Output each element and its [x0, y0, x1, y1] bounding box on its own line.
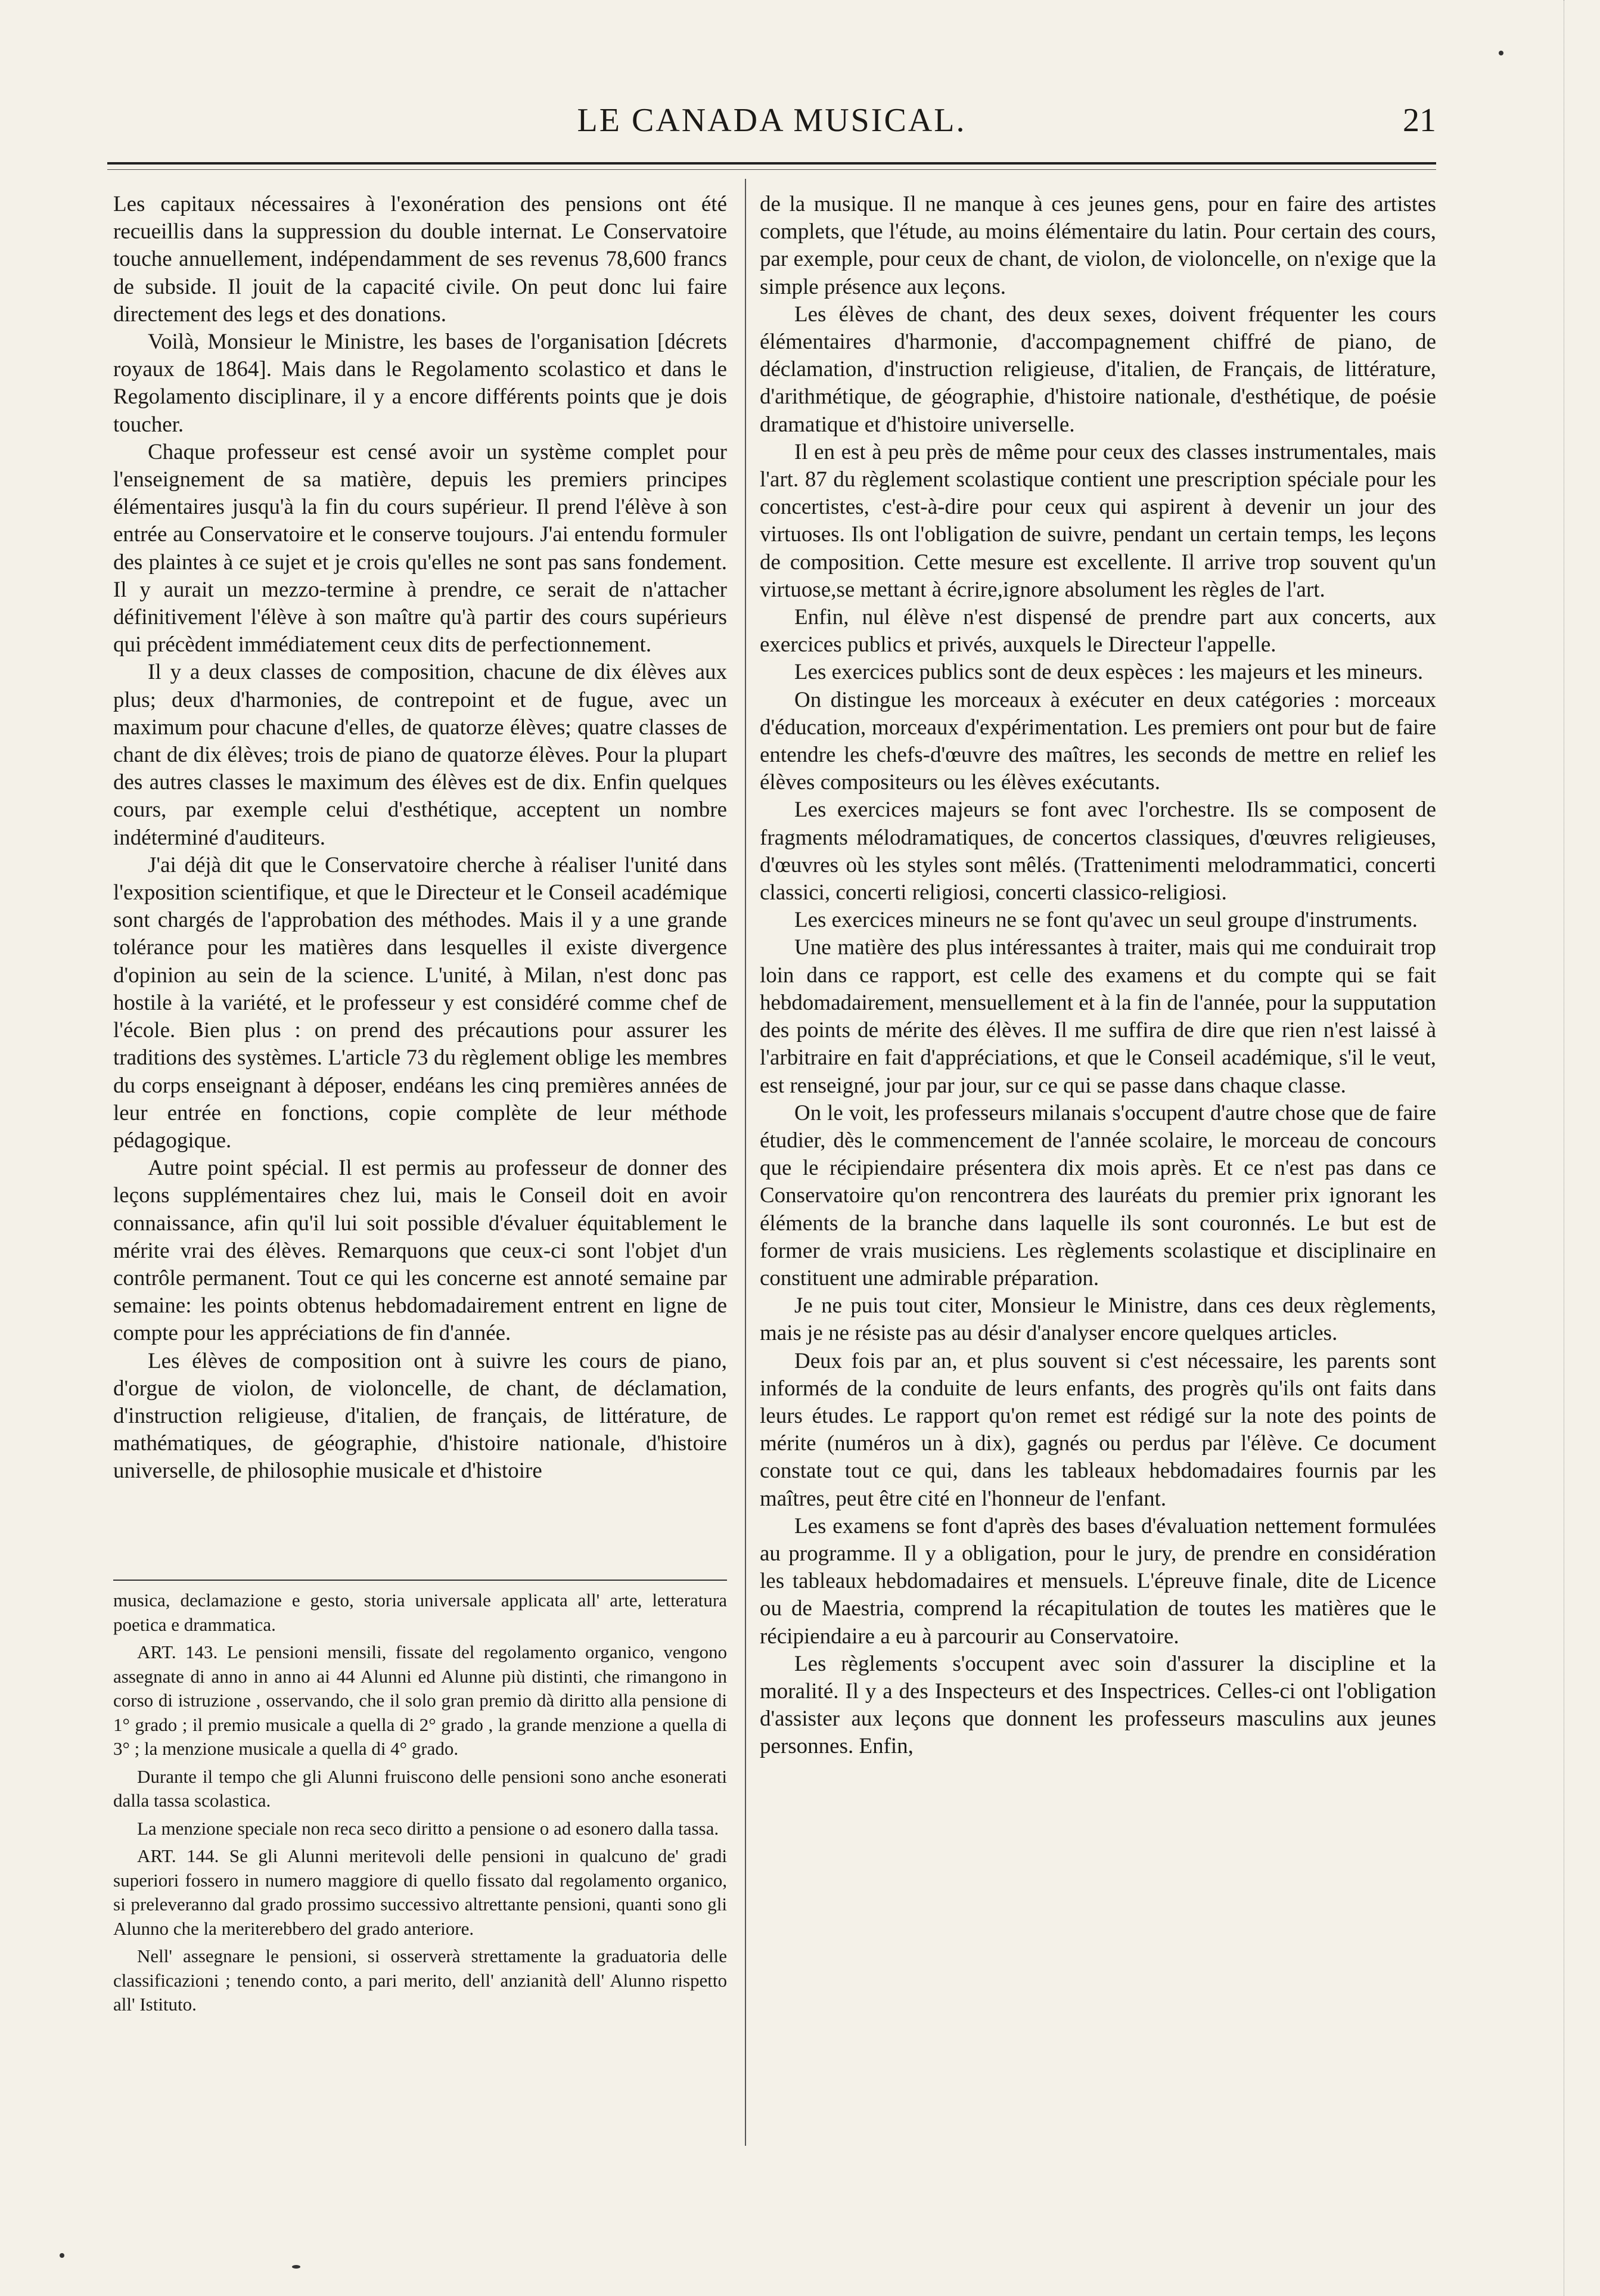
paragraph: Il en est à peu près de même pour ceux des classes instrumentales, mais l'art. 87 du règlement scolastique contient une prescription spéciale pour les concertistes, c'est-à-dire pour ceux qui aspirent à devenir un jour des virtuoses. Ils ont l'obligation de suivre, pendant un certain temps, les leçons de composition. Cette mesure est excellente. Il arrive trop souvent qu'un virtuose,se mettant à écrire,ignore absolument les règles de l'art.: [760, 439, 1436, 602]
paragraph: Les exercices publics sont de deux espèces : les majeurs et les mineurs.: [794, 660, 1424, 685]
paragraph: Les exercices majeurs se font avec l'orchestre. Ils se composent de fragments mélodramatiques, de concertos classiques, d'œuvres religieuses, d'œuvres où les styles sont mêlés. (Trattenimenti melodrammatici, concerti classici, concerti religiosi, concerti classico-religiosi.: [760, 798, 1436, 905]
footnote: ART. 143. Le pensioni mensili, fissate del regolamento organico, vengono assegnate di anno in anno ai 44 Alunni ed Alunne più distinti, che rimangono in corso di istruzione , osservando, che il solo gran premio dà diritto alla pensione di 1° grado ; il premio musicale a quella di 2° grado , la grande menzione a quella di 3° ; la menzione musicale a quella di 4° grado.: [113, 1642, 727, 1759]
footnote-rule: [113, 1580, 727, 1581]
footnote: musica, declamazione e gesto, storia universale applicata all' arte, letteratura poetica e drammatica.: [113, 1590, 727, 1635]
footnotes: [113, 1588, 727, 2021]
paragraph: Les capitaux nécessaires à l'exonération des pensions ont été recueillis dans la suppression du double internat. Le Conservatoire touche annuellement, indépendamment de ses revenus 78,600 francs de subside. Il jouit de la capacité civile. On peut donc lui faire directement des legs et des donations.: [113, 192, 727, 327]
right-column: [760, 191, 1436, 1761]
footnote: Durante il tempo che gli Alunni fruiscono delle pensioni sono anche esonerati dalla tassa scolastica.: [113, 1766, 727, 1811]
paragraph: Les élèves de chant, des deux sexes, doivent fréquenter les cours élémentaires d'harmonie, d'accompagnement chiffré de piano, de déclamation, d'instruction religieuse, d'italien, de Français, de littérature, d'arithmétique, de géographie, d'histoire nationale, d'esthétique, de poésie dramatique et d'histoire universelle.: [760, 302, 1436, 437]
paragraph: Autre point spécial. Il est permis au professeur de donner des leçons supplémentaires chez lui, mais le Conseil doit en avoir connaissance, afin qu'il lui soit possible d'évaluer équitablement le mérite vrai des élèves. Remarquons que ceux-ci sont l'objet d'un contrôle permanent. Tout ce qui les concerne est annoté semaine par semaine: les points obtenus hebdomadairement entrent en ligne de compte pour les appréciations de fin d'année.: [113, 1156, 727, 1346]
paragraph: de la musique. Il ne manque à ces jeunes gens, pour en faire des artistes complets, que l'étude, au moins élémentaire du latin. Pour certain des cours, par exemple, pour ceux de chant, de violon, de violoncelle, on n'exige que la simple présence aux leçons.: [760, 192, 1436, 299]
left-column: [113, 191, 727, 1485]
footnote: ART. 144. Se gli Alunni meritevoli delle pensioni in qualcuno de' gradi superiori fossero in numero maggiore di quello fissato dal regolamento organico, si preleveranno dal grado prossimo successivo altrettante pensioni, quanti sono gli Alunno che la meriterebbero del grado anteriore.: [113, 1845, 727, 1939]
paragraph: Il y a deux classes de composition, chacune de dix élèves aux plus; deux d'harmonies, de contrepoint et de fugue, avec un maximum pour chacune d'elles, de quatorze élèves; quatre classes de chant de dix élèves; trois de piano de quatorze élèves. Pour la plupart des autres classes le maximum des élèves est de dix. Enfin quelques cours, par exemple celui d'esthétique, acceptent un nombre indéterminé d'auditeurs.: [113, 660, 727, 850]
paragraph: Je ne puis tout citer, Monsieur le Ministre, dans ces deux règlements, mais je ne résiste pas au désir d'analyser encore quelques articles.: [760, 1293, 1436, 1346]
paragraph: Deux fois par an, et plus souvent si c'est nécessaire, les parents sont informés de la conduite de leurs enfants, des progrès qu'ils ont faits dans leurs études. Le rapport qu'on remet est rédigé sur la note des points de mérite (numéros un à dix), gagnés ou perdus par l'élève. Ce document constate tout ce qui, dans les tableaux hebdomadaires fournis par les maîtres, peut être cité en l'honneur de l'enfant.: [760, 1348, 1436, 1511]
paragraph: Les examens se font d'après des bases d'évaluation nettement formulées au programme. Il y a obligation, pour le jury, de prendre en considération les tableaux hebdomadaires et mensuels. L'épreuve finale, dite de Licence ou de Maestria, comprend la récapitulation de toutes les matières que le récipiendaire a eu à parcourir au Conservatoire.: [760, 1513, 1436, 1649]
paragraph: Les élèves de composition ont à suivre les cours de piano, d'orgue de violon, de violoncelle, de chant, de déclamation, d'instruction religieuse, d'italien, de français, de littérature, de mathématiques, de géographie, d'histoire nationale, d'histoire universelle, de philosophie musicale et d'histoire: [113, 1348, 727, 1484]
ink-speck: [60, 2253, 64, 2258]
paragraph: Enfin, nul élève n'est dispensé de prendre part aux concerts, aux exercices publics et privés, auxquels le Directeur l'appelle.: [760, 605, 1436, 657]
column-divider: [745, 179, 746, 2146]
paragraph: Une matière des plus intéressantes à traiter, mais qui me conduirait trop loin dans ce rapport, est celle des examens et du compte qui se fait hebdomadairement, mensuellement et à la fin de l'année, pour la supputation des points de mérite des élèves. Il me suffira de dire que rien n'est laissé à l'arbitraire en fait d'appréciations, et que le Conseil académique, s'il le veut, est renseigné, jour par jour, sur ce qui se passe dans chaque classe.: [760, 935, 1436, 1098]
paragraph: Chaque professeur est censé avoir un système complet pour l'enseignement de sa matière, depuis les premiers principes élémentaires jusqu'à la fin du cours supérieur. Il prend l'élève à son entrée au Conservatoire et le conserve toujours. J'ai entendu formuler des plaintes à ce sujet et je crois qu'elles ne sont pas sans fondement. Il y aurait un mezzo-termine à prendre, ce serait de n'attacher définitivement l'élève à son maître qu'à partir des cours supérieurs qui précèdent immédiatement ceux dits de perfectionnement.: [113, 439, 727, 657]
paragraph: Les règlements s'occupent avec soin d'assurer la discipline et la moralité. Il y a des Inspecteurs et des Inspectrices. Celles-ci ont l'obligation d'assister aux leçons que donnent les professeurs masculins aux jeunes personnes. Enfin,: [760, 1651, 1436, 1759]
ink-speck: [292, 2265, 300, 2269]
ink-speck: [1499, 51, 1503, 55]
paragraph: J'ai déjà dit que le Conservatoire cherche à réaliser l'unité dans l'exposition scientifique, et que le Directeur et le Conseil académique sont chargés de l'approbation des méthodes. Mais il y a une grande tolérance pour les matières dans lesquelles il existe divergence d'opinion au sein de la science. L'unité, à Milan, n'est donc pas hostile à la variété, et le professeur y est considéré comme chef de l'école. Bien plus : on prend des précautions pour assurer les traditions des systèmes. L'article 73 du règlement oblige les membres du corps enseignant à déposer, endéans les cinq premières années de leur entrée en fonctions, copie complète de leur méthode pédagogique.: [113, 852, 727, 1153]
header-rule-thin: [107, 169, 1436, 170]
footnote: Nell' assegnare le pensioni, si osserverà strettamente la graduatoria delle classificazioni ; tenendo conto, a pari merito, dell' anzianità dell' Alunno rispetto all' Istituto.: [113, 1946, 727, 2015]
footnote: La menzione speciale non reca seco diritto a pensione o ad esonero dalla tassa.: [137, 1817, 719, 1839]
paragraph: On le voit, les professeurs milanais s'occupent d'autre chose que de faire étudier, dès le commencement de l'année scolaire, le morceau de concours que le récipiendaire présentera dix mois après. Et ce n'est pas dans ce Conservatoire qu'on rencontrera des lauréats du premier prix ignorant les éléments de la branche dans laquelle ils sont couronnés. Le but est de former de vrais musiciens. Les règlements scolastique et disciplinaire en constituent une admirable préparation.: [760, 1100, 1436, 1290]
journal-title: LE CANADA MUSICAL.: [577, 102, 967, 139]
paragraph: On distingue les morceaux à exécuter en deux catégories : morceaux d'éducation, morceaux d'expérimentation. Les premiers ont pour but de faire entendre les chefs-d'œuvre des maîtres, les seconds de mettre en relief les élèves compositeurs ou les élèves exécutants.: [760, 687, 1436, 795]
scan-edge: [1564, 0, 1582, 2296]
paragraph: Les exercices mineurs ne se font qu'avec un seul groupe d'instruments.: [794, 908, 1418, 933]
paragraph: Voilà, Monsieur le Ministre, les bases de l'organisation [décrets royaux de 1864]. Mais dans le Regolamento scolastico et dans le Regolamento disciplinare, il y a encore différents points que je dois toucher.: [113, 330, 727, 437]
header-rule: [107, 162, 1436, 165]
page-number: 21: [1403, 102, 1436, 139]
page-header: [107, 101, 1436, 149]
